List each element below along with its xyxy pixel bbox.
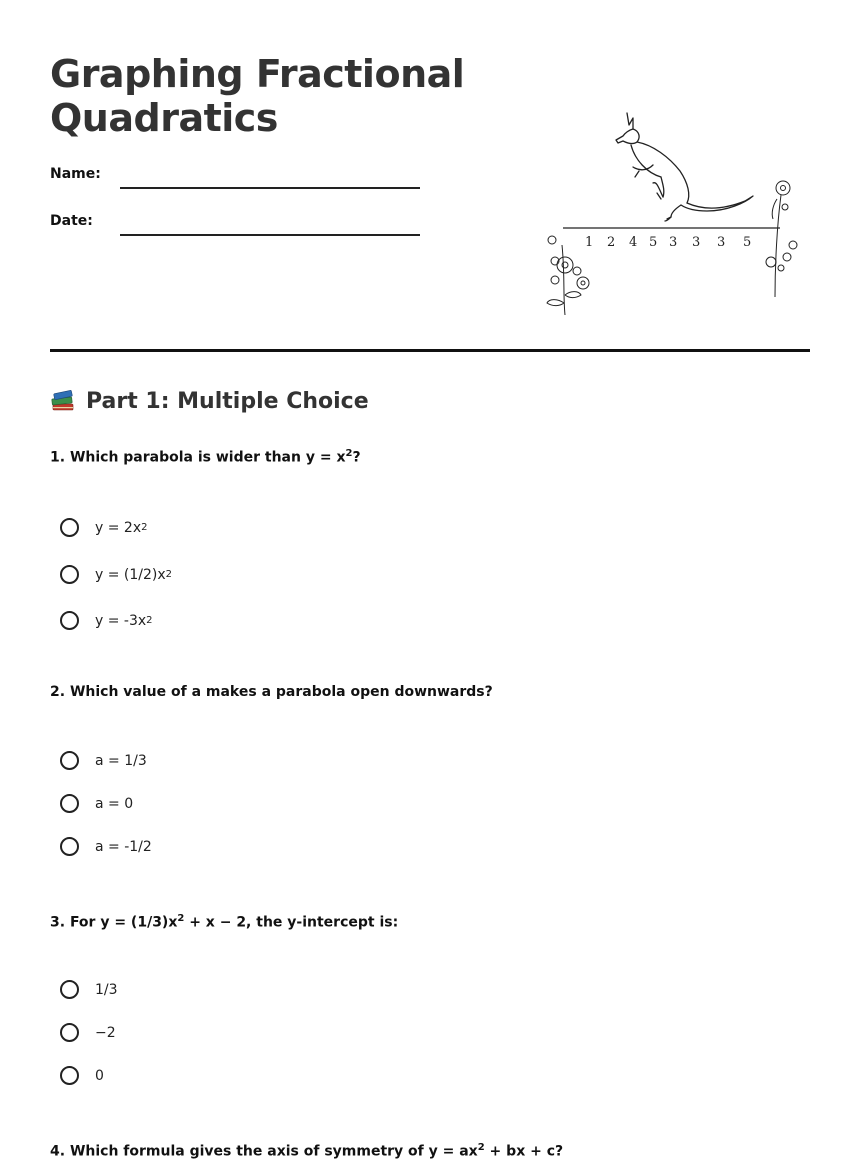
option-1a[interactable]	[60, 518, 147, 537]
question-exponent: 2	[477, 1142, 485, 1153]
option-label: a = -1/2	[95, 838, 152, 855]
page-title: Graphing Fractional Quadratics	[50, 52, 465, 140]
option-1b[interactable]	[60, 565, 172, 584]
radio-button[interactable]	[60, 518, 79, 537]
left-flower-icon	[547, 236, 589, 315]
option-label: y = 2x	[95, 519, 142, 536]
kangaroo-icon	[616, 113, 753, 221]
question-number: 3.	[50, 914, 66, 931]
section-title: Part 1: Multiple Choice	[86, 388, 369, 414]
number-label: 3	[692, 235, 701, 250]
question-text-end: + bx + c?	[484, 1143, 564, 1160]
option-2b[interactable]	[60, 794, 133, 813]
question-exponent: 2	[177, 913, 185, 924]
option-exponent: 2	[165, 569, 173, 580]
radio-button[interactable]	[60, 980, 79, 999]
name-label: Name:	[50, 166, 101, 182]
question-number: 2.	[50, 684, 66, 700]
radio-button[interactable]	[60, 751, 79, 770]
section-header	[50, 388, 369, 414]
question-3	[50, 913, 398, 931]
number-label: 5	[649, 235, 658, 250]
number-label: 3	[717, 235, 726, 250]
books-icon	[50, 388, 76, 414]
option-exponent: 2	[141, 522, 148, 533]
header-divider	[50, 349, 810, 352]
radio-button[interactable]	[60, 611, 79, 630]
radio-button[interactable]	[60, 794, 79, 813]
question-text-end: ?	[352, 449, 361, 466]
question-text: Which formula gives the axis of symmetry of y = ax	[69, 1143, 478, 1160]
option-label: y = (1/2)x	[95, 566, 166, 583]
question-text-end: + x − 2, the y-intercept is:	[184, 914, 399, 931]
option-label: 1/3	[95, 981, 118, 998]
option-3c[interactable]	[60, 1066, 104, 1085]
question-text: For y = (1/3)x	[69, 914, 178, 931]
number-label: 3	[669, 235, 678, 250]
question-text: Which parabola is wider than y = x	[69, 449, 346, 466]
option-exponent: 2	[146, 615, 153, 626]
date-input-line[interactable]	[120, 234, 420, 236]
kangaroo-number-line-illustration	[535, 105, 805, 320]
option-3b[interactable]	[60, 1023, 116, 1042]
number-line-labels	[585, 235, 751, 250]
right-flower-icon	[766, 181, 797, 297]
question-1	[50, 448, 361, 466]
question-number: 1.	[50, 449, 66, 466]
option-2a[interactable]	[60, 751, 147, 770]
option-label: −2	[95, 1024, 116, 1041]
radio-button[interactable]	[60, 565, 79, 584]
name-input-line[interactable]	[120, 187, 420, 189]
question-4	[50, 1142, 563, 1160]
option-label: y = -3x	[95, 612, 147, 629]
number-label: 1	[585, 235, 594, 250]
radio-button[interactable]	[60, 1066, 79, 1085]
number-label: 5	[743, 235, 752, 250]
option-label: 0	[95, 1067, 104, 1084]
date-label: Date:	[50, 213, 93, 229]
question-number: 4.	[50, 1143, 66, 1160]
question-text: Which value of a makes a parabola open downwards?	[69, 684, 493, 700]
option-1c[interactable]	[60, 611, 153, 630]
radio-button[interactable]	[60, 837, 79, 856]
option-3a[interactable]	[60, 980, 118, 999]
number-label: 2	[607, 235, 616, 250]
option-label: a = 0	[95, 795, 134, 812]
number-label: 4	[629, 235, 638, 250]
question-2	[50, 684, 493, 700]
option-2c[interactable]	[60, 837, 152, 856]
option-label: a = 1/3	[95, 752, 147, 769]
question-exponent: 2	[345, 448, 353, 459]
radio-button[interactable]	[60, 1023, 79, 1042]
